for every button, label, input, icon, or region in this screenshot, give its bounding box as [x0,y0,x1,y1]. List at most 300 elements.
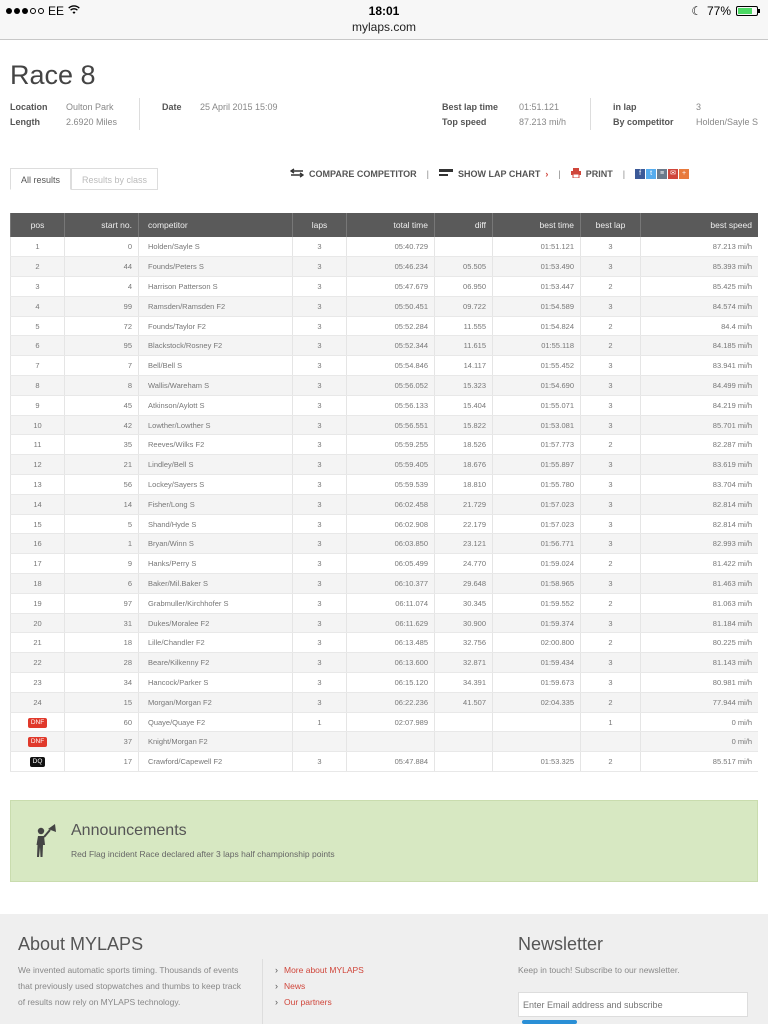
cell-laps: 3 [293,415,347,435]
cell-best-time: 01:59.552 [493,593,581,613]
cell-laps: 3 [293,514,347,534]
cell-pos: 5 [11,316,65,336]
cell-best-speed: 84.219 mi/h [641,395,759,415]
cell-diff: 21.729 [435,494,493,514]
cell-pos: 6 [11,336,65,356]
cell-start-no: 72 [65,316,139,336]
status-bar [0,0,768,40]
cell-total-time [347,732,435,752]
cell-competitor[interactable]: Founds/Peters S [139,257,293,277]
status-badge: DQ [30,757,46,767]
cell-diff: 32.871 [435,653,493,673]
cell-laps: 3 [293,257,347,277]
cell-best-speed: 0 mi/h [641,712,759,732]
table-row[interactable] [11,554,759,574]
printer-icon [571,168,581,180]
cell-competitor[interactable]: Blackstock/Rosney F2 [139,336,293,356]
col-best-lap[interactable]: best lap [581,213,641,237]
cell-laps: 3 [293,395,347,415]
table-row[interactable] [11,633,759,653]
cell-competitor[interactable]: Harrison Patterson S [139,277,293,297]
cell-competitor[interactable]: Quaye/Quaye F2 [139,712,293,732]
cell-competitor[interactable]: Ramsden/Ramsden F2 [139,296,293,316]
cell-competitor[interactable]: Lindley/Bell S [139,455,293,475]
cell-pos: 11 [11,435,65,455]
compare-competitor-label: COMPARE COMPETITOR [309,169,417,179]
cell-competitor[interactable]: Founds/Taylor F2 [139,316,293,336]
compare-competitor-button[interactable] [290,168,417,180]
cell-total-time: 06:05.499 [347,554,435,574]
cell-competitor[interactable]: Knight/Morgan F2 [139,732,293,752]
link-label: Our partners [284,997,332,1007]
cell-total-time: 05:46.234 [347,257,435,277]
cell-best-lap: 3 [581,376,641,396]
cell-best-time: 01:51.121 [493,237,581,257]
cell-pos: 15 [11,514,65,534]
cell-pos: 14 [11,494,65,514]
email-input[interactable] [518,992,748,1017]
cell-competitor[interactable]: Holden/Sayle S [139,237,293,257]
clock: 18:01 [368,4,400,18]
cell-best-time: 01:55.897 [493,455,581,475]
cell-total-time: 05:40.729 [347,237,435,257]
cell-pos [11,752,65,772]
cell-best-time: 01:53.325 [493,752,581,772]
cell-best-time: 01:55.780 [493,475,581,495]
cell-diff: 32.756 [435,633,493,653]
cell-best-speed: 83.704 mi/h [641,475,759,495]
cell-best-speed: 82.287 mi/h [641,435,759,455]
megaphone-person-icon [33,823,57,859]
length-value: 2.6920 Miles [66,117,118,127]
cell-diff: 29.648 [435,574,493,594]
chevron-right-icon: › [545,169,549,179]
cell-total-time: 05:52.344 [347,336,435,356]
cell-start-no: 99 [65,296,139,316]
battery-icon [736,6,758,16]
col-competitor[interactable]: competitor [139,213,293,237]
plus-icon[interactable]: + [679,169,689,179]
in-lap-value: 3 [696,102,702,112]
cell-pos: 24 [11,692,65,712]
cell-competitor[interactable]: Reeves/Wilks F2 [139,435,293,455]
cell-best-speed: 81.184 mi/h [641,613,759,633]
cell-start-no: 97 [65,593,139,613]
cell-best-time [493,712,581,732]
cell-total-time: 06:13.485 [347,633,435,653]
cell-best-speed: 82.814 mi/h [641,494,759,514]
cell-competitor[interactable]: Beare/Kilkenny F2 [139,653,293,673]
cell-diff: 14.117 [435,356,493,376]
cell-best-speed: 84.4 mi/h [641,316,759,336]
cell-best-speed: 85.425 mi/h [641,277,759,297]
table-row[interactable] [11,514,759,534]
cell-laps: 3 [293,277,347,297]
cell-best-speed: 85.393 mi/h [641,257,759,277]
cell-laps: 3 [293,613,347,633]
table-row[interactable] [11,613,759,633]
cell-pos [11,732,65,752]
col-laps[interactable]: laps [293,213,347,237]
status-badge: DNF [28,737,47,747]
print-button[interactable] [571,168,613,180]
cell-best-time: 01:55.118 [493,336,581,356]
cell-best-speed: 87.213 mi/h [641,237,759,257]
cell-best-time: 01:53.081 [493,415,581,435]
cell-best-time: 02:04.335 [493,692,581,712]
cell-competitor[interactable]: Lowther/Lowther S [139,415,293,435]
link-partners[interactable] [275,994,364,1010]
cell-best-lap: 2 [581,336,641,356]
cell-start-no: 17 [65,752,139,772]
pipe-separator: | [558,169,561,179]
cell-diff: 18.676 [435,455,493,475]
show-lap-chart-label: SHOW LAP CHART [458,169,541,179]
cell-start-no: 31 [65,613,139,633]
cell-best-time: 01:59.374 [493,613,581,633]
cell-diff: 30.345 [435,593,493,613]
race-date-info [162,100,278,115]
cell-competitor[interactable]: Atkinson/Aylott S [139,395,293,415]
table-row[interactable] [11,574,759,594]
by-competitor-label: By competitor [613,117,674,127]
cell-start-no: 44 [65,257,139,277]
divider [262,959,263,1024]
cell-competitor[interactable]: Shand/Hyde S [139,514,293,534]
cell-total-time: 05:52.284 [347,316,435,336]
cell-competitor[interactable]: Lille/Chandler F2 [139,633,293,653]
cell-laps: 3 [293,752,347,772]
cell-best-speed: 84.574 mi/h [641,296,759,316]
col-start-no[interactable]: start no. [65,213,139,237]
cell-best-lap: 3 [581,574,641,594]
cell-start-no: 95 [65,336,139,356]
cell-best-speed: 80.981 mi/h [641,673,759,693]
cell-best-lap: 3 [581,455,641,475]
cell-best-lap: 2 [581,752,641,772]
table-row[interactable] [11,415,759,435]
cell-laps: 3 [293,237,347,257]
cell-pos: 10 [11,415,65,435]
print-label: PRINT [585,169,613,179]
cell-pos: 13 [11,475,65,495]
cell-competitor[interactable]: Hanks/Perry S [139,554,293,574]
cell-best-lap: 3 [581,514,641,534]
cell-pos: 7 [11,356,65,376]
results-table [10,213,758,772]
table-row[interactable] [11,475,759,495]
top-speed-value: 87.213 mi/h [519,117,567,127]
cell-competitor[interactable]: Fisher/Long S [139,494,293,514]
cell-laps: 3 [293,435,347,455]
cell-diff: 34.391 [435,673,493,693]
table-row[interactable] [11,712,759,732]
cell-start-no: 9 [65,554,139,574]
cell-diff: 06.950 [435,277,493,297]
cell-total-time: 06:13.600 [347,653,435,673]
cell-best-time: 01:56.771 [493,534,581,554]
table-row[interactable] [11,494,759,514]
status-badge: DNF [28,718,47,728]
cell-total-time: 05:59.255 [347,435,435,455]
social-share-icons [635,169,689,179]
cell-pos: 18 [11,574,65,594]
cell-start-no: 8 [65,376,139,396]
cell-best-speed: 84.499 mi/h [641,376,759,396]
cell-start-no: 21 [65,455,139,475]
table-row[interactable] [11,752,759,772]
cell-start-no: 7 [65,356,139,376]
table-row[interactable] [11,534,759,554]
table-row[interactable] [11,237,759,257]
cell-laps: 3 [293,494,347,514]
cell-total-time: 06:03.850 [347,534,435,554]
cell-best-lap: 3 [581,534,641,554]
table-row[interactable] [11,257,759,277]
cell-pos: 16 [11,534,65,554]
table-row[interactable] [11,732,759,752]
cell-pos: 4 [11,296,65,316]
table-row[interactable] [11,435,759,455]
date-value: 25 April 2015 15:09 [200,102,278,112]
cell-competitor[interactable]: Lockey/Sayers S [139,475,293,495]
cell-laps: 3 [293,316,347,336]
email-icon[interactable]: ✉ [668,169,678,179]
cell-diff: 15.404 [435,395,493,415]
link-more-about[interactable] [275,962,364,978]
facebook-icon[interactable]: f [635,169,645,179]
cell-best-time: 01:55.071 [493,395,581,415]
cell-laps: 3 [293,673,347,693]
race-location-info [10,100,117,130]
cell-total-time: 05:56.133 [347,395,435,415]
carrier-name: EE [48,4,65,18]
cell-start-no: 4 [65,277,139,297]
cell-best-time: 01:57.773 [493,435,581,455]
table-row[interactable] [11,593,759,613]
cell-best-lap: 3 [581,296,641,316]
tab-results-by-class[interactable]: Results by class [71,168,158,190]
cell-competitor[interactable]: Bryan/Winn S [139,534,293,554]
table-row[interactable] [11,653,759,673]
cell-pos: 20 [11,613,65,633]
pipe-separator: | [622,169,626,179]
cell-pos: 21 [11,633,65,653]
cell-best-speed: 82.814 mi/h [641,514,759,534]
table-row[interactable] [11,395,759,415]
cell-competitor[interactable]: Hancock/Parker S [139,673,293,693]
cell-laps [293,732,347,752]
cell-best-lap: 3 [581,356,641,376]
cell-best-lap: 2 [581,633,641,653]
cell-laps: 3 [293,455,347,475]
cell-best-time: 01:59.024 [493,554,581,574]
cell-diff: 09.722 [435,296,493,316]
announcements-title: Announcements [71,822,187,839]
results-tabs [10,168,158,190]
table-row[interactable] [11,376,759,396]
cell-laps: 3 [293,356,347,376]
url-bar[interactable]: mylaps.com [351,20,416,34]
cell-total-time: 05:56.551 [347,415,435,435]
cell-total-time: 06:11.074 [347,593,435,613]
cell-competitor[interactable]: Bell/Bell S [139,356,293,376]
cell-best-speed: 82.993 mi/h [641,534,759,554]
announcements-panel [10,800,758,882]
cell-diff: 18.810 [435,475,493,495]
cell-competitor[interactable]: Grabmuller/Kirchhofer S [139,593,293,613]
cell-start-no: 56 [65,475,139,495]
chevron-right-icon: › [275,981,278,991]
cell-laps: 3 [293,376,347,396]
col-best-speed[interactable]: best speed [641,213,759,237]
cell-competitor[interactable]: Wallis/Wareham S [139,376,293,396]
cell-start-no: 35 [65,435,139,455]
newsletter-title: Newsletter [518,934,604,954]
cell-laps: 3 [293,554,347,574]
cell-best-time: 01:57.023 [493,514,581,534]
competitor-info [613,100,758,130]
cell-diff: 41.507 [435,692,493,712]
chevron-right-icon: › [275,965,278,975]
cell-start-no: 1 [65,534,139,554]
cell-pos: 2 [11,257,65,277]
cell-best-time: 01:58.965 [493,574,581,594]
cell-competitor[interactable]: Dukes/Moralee F2 [139,613,293,633]
cell-total-time: 06:02.458 [347,494,435,514]
table-row[interactable] [11,316,759,336]
cell-best-speed: 84.185 mi/h [641,336,759,356]
subscribe-button[interactable] [522,1020,577,1024]
cell-pos: 17 [11,554,65,574]
cell-diff: 18.526 [435,435,493,455]
cell-diff: 11.555 [435,316,493,336]
cell-best-time: 01:54.824 [493,316,581,336]
page-title: Race 8 [10,60,96,90]
cell-competitor[interactable]: Baker/Mil.Baker S [139,574,293,594]
cell-best-speed: 0 mi/h [641,732,759,752]
cell-start-no: 15 [65,692,139,712]
cell-laps: 3 [293,574,347,594]
cell-best-time: 01:57.023 [493,494,581,514]
in-lap-label: in lap [613,102,637,112]
table-row[interactable] [11,277,759,297]
cell-total-time: 05:47.679 [347,277,435,297]
cell-best-time: 01:53.490 [493,257,581,277]
cell-total-time: 05:54.846 [347,356,435,376]
cell-best-lap [581,732,641,752]
cell-pos: 22 [11,653,65,673]
cell-laps: 3 [293,633,347,653]
cell-diff: 22.179 [435,514,493,534]
cell-best-speed: 81.143 mi/h [641,653,759,673]
cell-best-speed: 77.944 mi/h [641,692,759,712]
cell-best-time: 01:55.452 [493,356,581,376]
cell-total-time: 06:02.908 [347,514,435,534]
table-row[interactable] [11,455,759,475]
cell-best-lap: 3 [581,475,641,495]
cell-best-lap: 3 [581,237,641,257]
battery-percent: 77% [706,4,731,18]
cell-best-speed: 81.422 mi/h [641,554,759,574]
cell-best-speed: 83.619 mi/h [641,455,759,475]
cell-laps: 3 [293,296,347,316]
cell-diff [435,732,493,752]
cell-diff [435,752,493,772]
moon-icon: ☾ [691,4,702,18]
cell-best-lap: 3 [581,494,641,514]
cell-diff: 30.900 [435,613,493,633]
cell-best-lap: 2 [581,593,641,613]
cell-pos: 9 [11,395,65,415]
chevron-right-icon: › [275,997,278,1007]
cell-diff: 23.121 [435,534,493,554]
cell-diff [435,712,493,732]
cell-start-no: 45 [65,395,139,415]
cell-best-time: 01:54.690 [493,376,581,396]
cell-pos: 12 [11,455,65,475]
link-label: More about MYLAPS [284,965,364,975]
best-lap-time-label: Best lap time [442,102,499,112]
cell-best-speed: 81.063 mi/h [641,593,759,613]
cell-total-time: 05:56.052 [347,376,435,396]
cell-start-no: 28 [65,653,139,673]
cell-competitor[interactable]: Crawford/Capewell F2 [139,752,293,772]
cell-best-speed: 85.701 mi/h [641,415,759,435]
top-speed-label: Top speed [442,117,487,127]
cell-start-no: 5 [65,514,139,534]
cell-start-no: 60 [65,712,139,732]
twitter-icon[interactable]: t [646,169,656,179]
cell-laps: 3 [293,653,347,673]
cell-best-time: 01:54.589 [493,296,581,316]
cell-diff: 15.323 [435,376,493,396]
cell-pos: 23 [11,673,65,693]
cell-best-time: 01:59.434 [493,653,581,673]
table-row[interactable] [11,673,759,693]
cell-best-lap: 3 [581,395,641,415]
col-best-time[interactable]: best time [493,213,581,237]
lap-chart-icon [439,169,453,179]
col-total-time[interactable]: total time [347,213,435,237]
table-row[interactable] [11,296,759,316]
cell-best-lap: 2 [581,692,641,712]
table-row[interactable] [11,692,759,712]
share-icon[interactable]: ≡ [657,169,667,179]
table-row[interactable] [11,336,759,356]
cell-diff: 11.615 [435,336,493,356]
about-title: About MYLAPS [18,934,144,954]
cell-best-lap: 3 [581,673,641,693]
newsletter-text: Keep in touch! Subscribe to our newsletter. [518,965,680,975]
length-label: Length [10,117,40,127]
link-news[interactable] [275,978,364,994]
table-row[interactable] [11,356,759,376]
cell-pos: 3 [11,277,65,297]
best-lap-time-value: 01:51.121 [519,102,560,112]
cell-total-time: 02:07.989 [347,712,435,732]
col-diff[interactable]: diff [435,213,493,237]
show-lap-chart-button[interactable] [439,169,548,179]
cell-best-speed: 85.517 mi/h [641,752,759,772]
cell-laps: 3 [293,534,347,554]
cell-competitor[interactable]: Morgan/Morgan F2 [139,692,293,712]
col-pos[interactable]: pos [11,213,65,237]
cell-best-lap: 2 [581,277,641,297]
date-label: Date [162,102,182,112]
cell-best-time: 01:53.447 [493,277,581,297]
tab-all-results[interactable]: All results [10,168,71,190]
